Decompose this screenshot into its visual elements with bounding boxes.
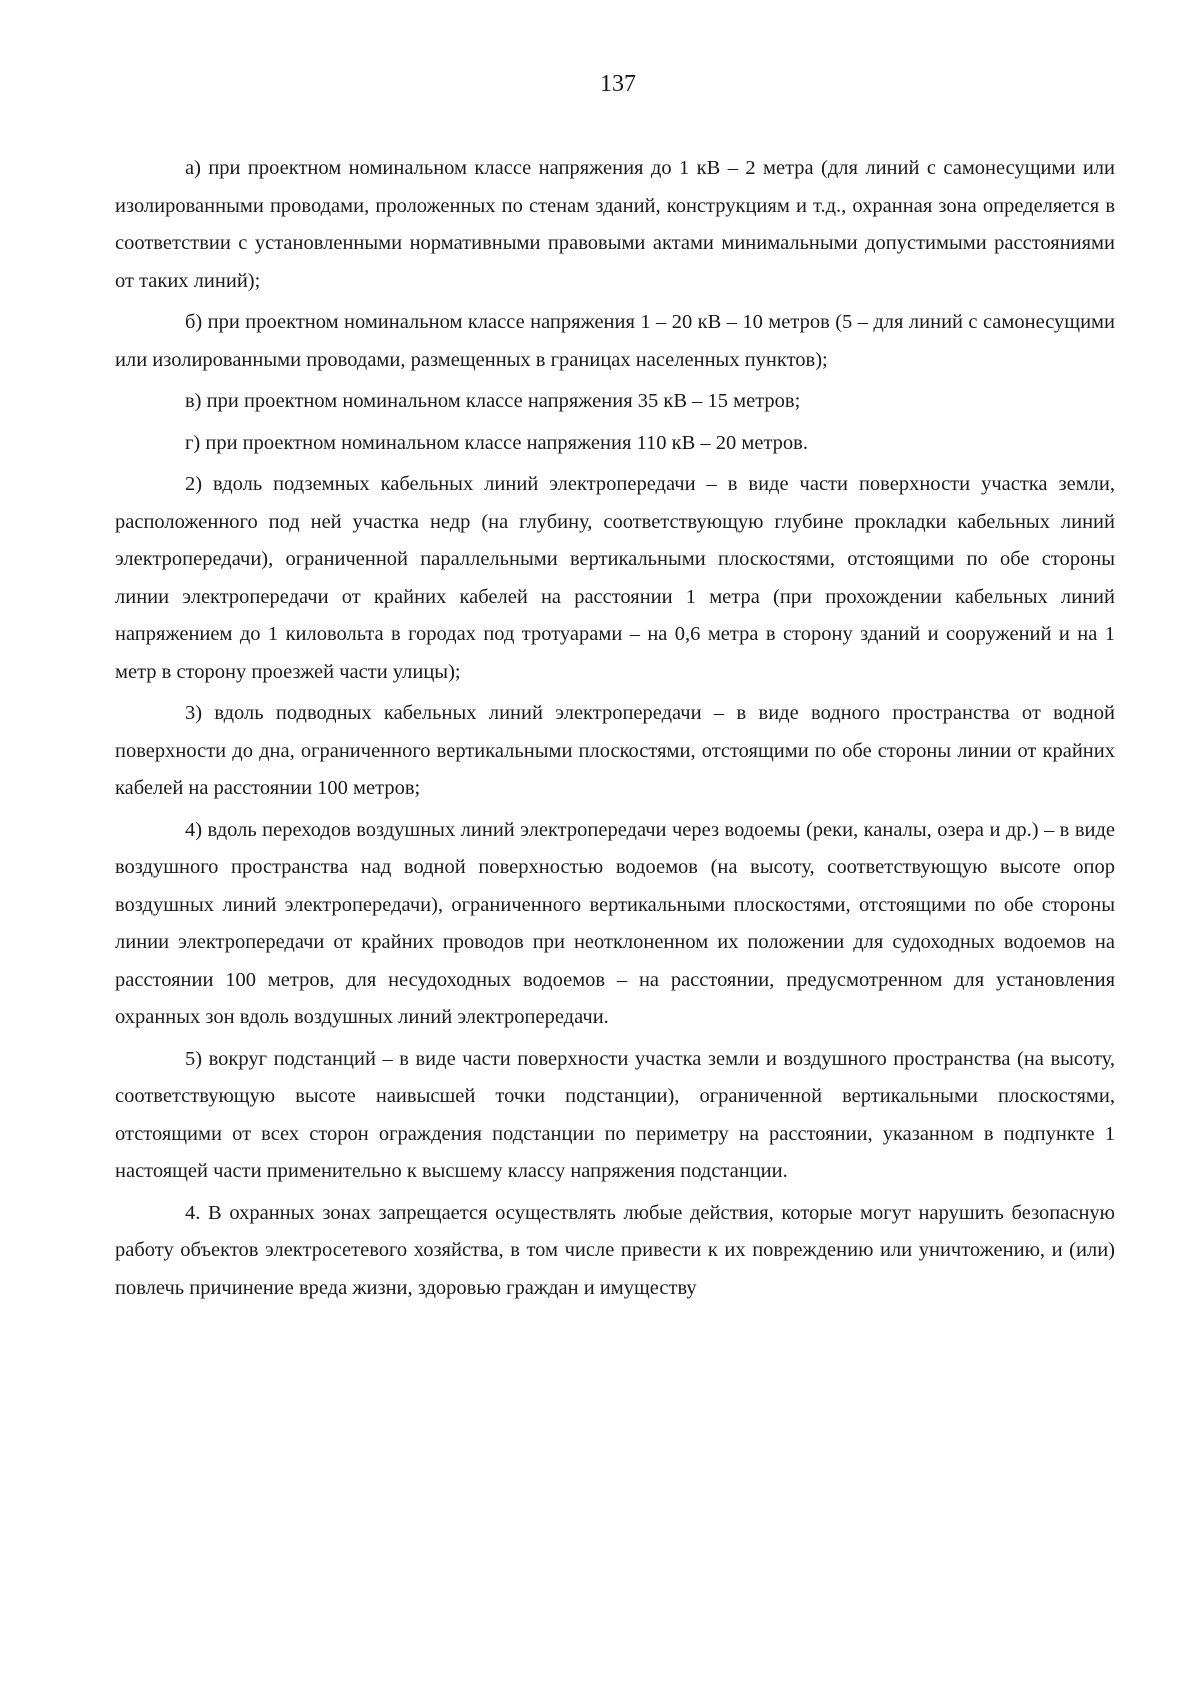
page-number: 137 — [600, 71, 636, 97]
paragraph-item-b: б) при проектном номинальном классе напряжения 1 – 20 кВ – 10 метров (5 – для линий с самонесущими или изолированными проводами, размещенных в границах населенных пунктов); — [115, 311, 1115, 371]
paragraph-item-5: 5) вокруг подстанций – в виде части поверхности участка земли и воздушного пространства (на высоту, соответствующую высоте наивысшей точки подстанции), ограниченной вертикальными плоскостями, отстоящими от всех сторон ограждения подстанции по периметру на расстоянии, указанном в подпункте 1 настоящей части применительно к высшему классу напряжения подстанции. — [115, 1047, 1115, 1182]
document-body — [115, 150, 1115, 1311]
paragraph-item-2: 2) вдоль подземных кабельных линий электропередачи – в виде части поверхности участка земли, расположенного под ней участка недр (на глубину, соответствующую глубине прокладки кабельных линий электропередачи), ограниченной параллельными вертикальными плоскостями, отстоящими по обе стороны линии электропередачи от крайних кабелей на расстоянии 1 метра (при прохождении кабельных линий напряжением до 1 киловольта в городах под тротуарами – на 0,6 метра в сторону зданий и сооружений и на 1 метр в сторону проезжей части улицы); — [115, 473, 1115, 683]
paragraph-item-a: а) при проектном номинальном классе напряжения до 1 кВ – 2 метра (для линий с самонесущими или изолированными проводами, проложенных по стенам зданий, конструкциям и т.д., охранная зона определяется в соответствии с установленными нормативными правовыми актами минимальными допустимыми расстояниями от таких линий); — [115, 157, 1115, 292]
paragraph-item-3: 3) вдоль подводных кабельных линий электропередачи – в виде водного пространства от водной поверхности до дна, ограниченного вертикальными плоскостями, отстоящими по обе стороны линии от крайних кабелей на расстоянии 100 метров; — [115, 702, 1115, 799]
paragraph-section-4: 4. В охранных зонах запрещается осуществлять любые действия, которые могут нарушить безопасную работу объектов электросетевого хозяйства, в том числе привести к их повреждению или уничтожению, и (или) повлечь причинение вреда жизни, здоровью граждан и имуществу — [115, 1201, 1115, 1299]
paragraph-item-g: г) при проектном номинальном классе напряжения 110 кВ – 20 метров. — [185, 431, 808, 454]
paragraph-item-4: 4) вдоль переходов воздушных линий электропередачи через водоемы (реки, каналы, озера и др.) – в виде воздушного пространства над водной поверхностью водоемов (на высоту, соответствующую высоте опор воздушных линий электропередачи), ограниченного вертикальными плоскостями, отстоящими по обе стороны линии электропередачи от крайних проводов при неотклоненном их положении для судоходных водоемов на расстоянии 100 метров, для несудоходных водоемов – на расстоянии, предусмотренном для установления охранных зон вдоль воздушных линий электропередачи. — [115, 818, 1115, 1028]
paragraph-item-v: в) при проектном номинальном классе напряжения 35 кВ – 15 метров; — [185, 390, 801, 412]
